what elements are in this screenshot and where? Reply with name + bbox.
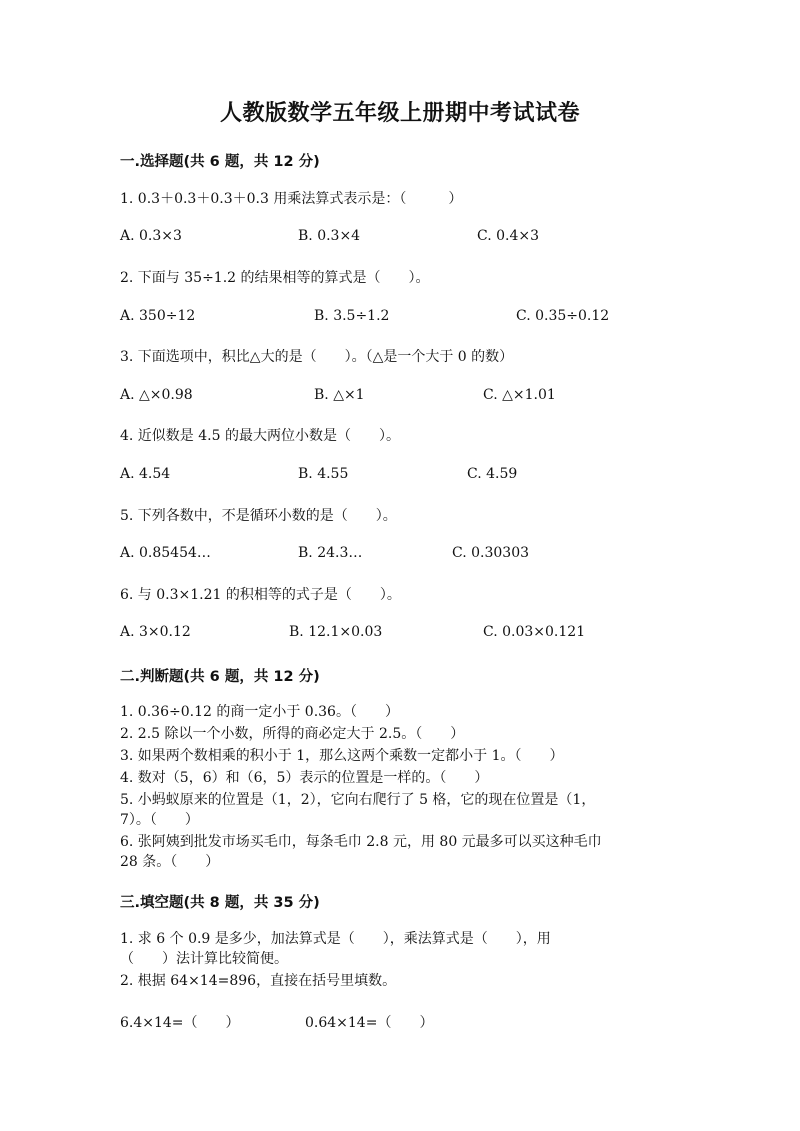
section-heading-fill: 三.填空题(共 8 题，共 35 分): [120, 895, 320, 911]
option-c: C. △×1.01: [483, 387, 556, 403]
judgement-line: 3. 如果两个数相乘的积小于 1，那么这两个乘数一定都小于 1。（ ）: [120, 748, 564, 764]
judgement-line: 6. 张阿姨到批发市场买毛巾，每条毛巾 2.8 元，用 80 元最多可以买这种毛巾: [120, 834, 602, 850]
option-b: B. 24.3…: [298, 545, 363, 561]
option-b: B. 4.55: [298, 466, 349, 482]
fill-item: 6.4×14=（ ）: [120, 1015, 240, 1031]
option-a: A. △×0.98: [120, 387, 193, 403]
question-text: 6. 与 0.3×1.21 的积相等的式子是（ ）。: [120, 587, 401, 603]
option-a: A. 350÷12: [120, 308, 196, 324]
section-heading-judgement: 二.判断题(共 6 题，共 12 分): [120, 669, 320, 685]
option-a: A. 0.85454…: [120, 545, 211, 561]
judgement-line: 7）。（ ）: [120, 812, 199, 828]
judgement-line: 2. 2.5 除以一个小数，所得的商必定大于 2.5。（ ）: [120, 726, 465, 742]
question-text: 5. 下列各数中，不是循环小数的是（ ）。: [120, 508, 397, 524]
fill-line: 1. 求 6 个 0.9 是多少，加法算式是（ ），乘法算式是（ ），用: [120, 931, 551, 947]
question-text: 4. 近似数是 4.5 的最大两位小数是（ ）。: [120, 428, 400, 444]
question-text: 1. 0.3＋0.3＋0.3＋0.3 用乘法算式表示是：（ ）: [120, 191, 463, 207]
exam-title: 人教版数学五年级上册期中考试试卷: [219, 101, 580, 126]
question-text: 2. 下面与 35÷1.2 的结果相等的算式是（ ）。: [120, 270, 430, 286]
option-b: B. △×1: [314, 387, 365, 403]
option-a: A. 3×0.12: [120, 624, 191, 640]
judgement-line: 5. 小蚂蚁原来的位置是（1，2），它向右爬行了 5 格，它的现在位置是（1，: [120, 792, 596, 808]
option-c: C. 4.59: [467, 466, 518, 482]
option-b: B. 3.5÷1.2: [314, 308, 390, 324]
option-b: B. 0.3×4: [298, 228, 361, 244]
judgement-line: 28 条。（ ）: [120, 854, 220, 870]
option-a: A. 4.54: [120, 466, 171, 482]
option-c: C. 0.30303: [452, 545, 530, 561]
fill-item: 0.64×14=（ ）: [305, 1015, 434, 1031]
section-heading-choice: 一.选择题(共 6 题，共 12 分): [120, 154, 320, 170]
judgement-line: 4. 数对（5，6）和（6，5）表示的位置是一样的。（ ）: [120, 770, 489, 786]
option-c: C. 0.35÷0.12: [516, 308, 610, 324]
question-text: 3. 下面选项中，积比△大的是（ ）。（△是一个大于 0 的数）: [120, 349, 514, 365]
fill-line: （ ）法计算比较简便。: [120, 951, 288, 967]
option-c: C. 0.03×0.121: [483, 624, 586, 640]
judgement-line: 1. 0.36÷0.12 的商一定小于 0.36。（ ）: [120, 704, 399, 720]
option-a: A. 0.3×3: [120, 228, 182, 244]
fill-line: 2. 根据 64×14=896，直接在括号里填数。: [120, 973, 397, 989]
option-c: C. 0.4×3: [477, 228, 540, 244]
option-b: B. 12.1×0.03: [289, 624, 383, 640]
